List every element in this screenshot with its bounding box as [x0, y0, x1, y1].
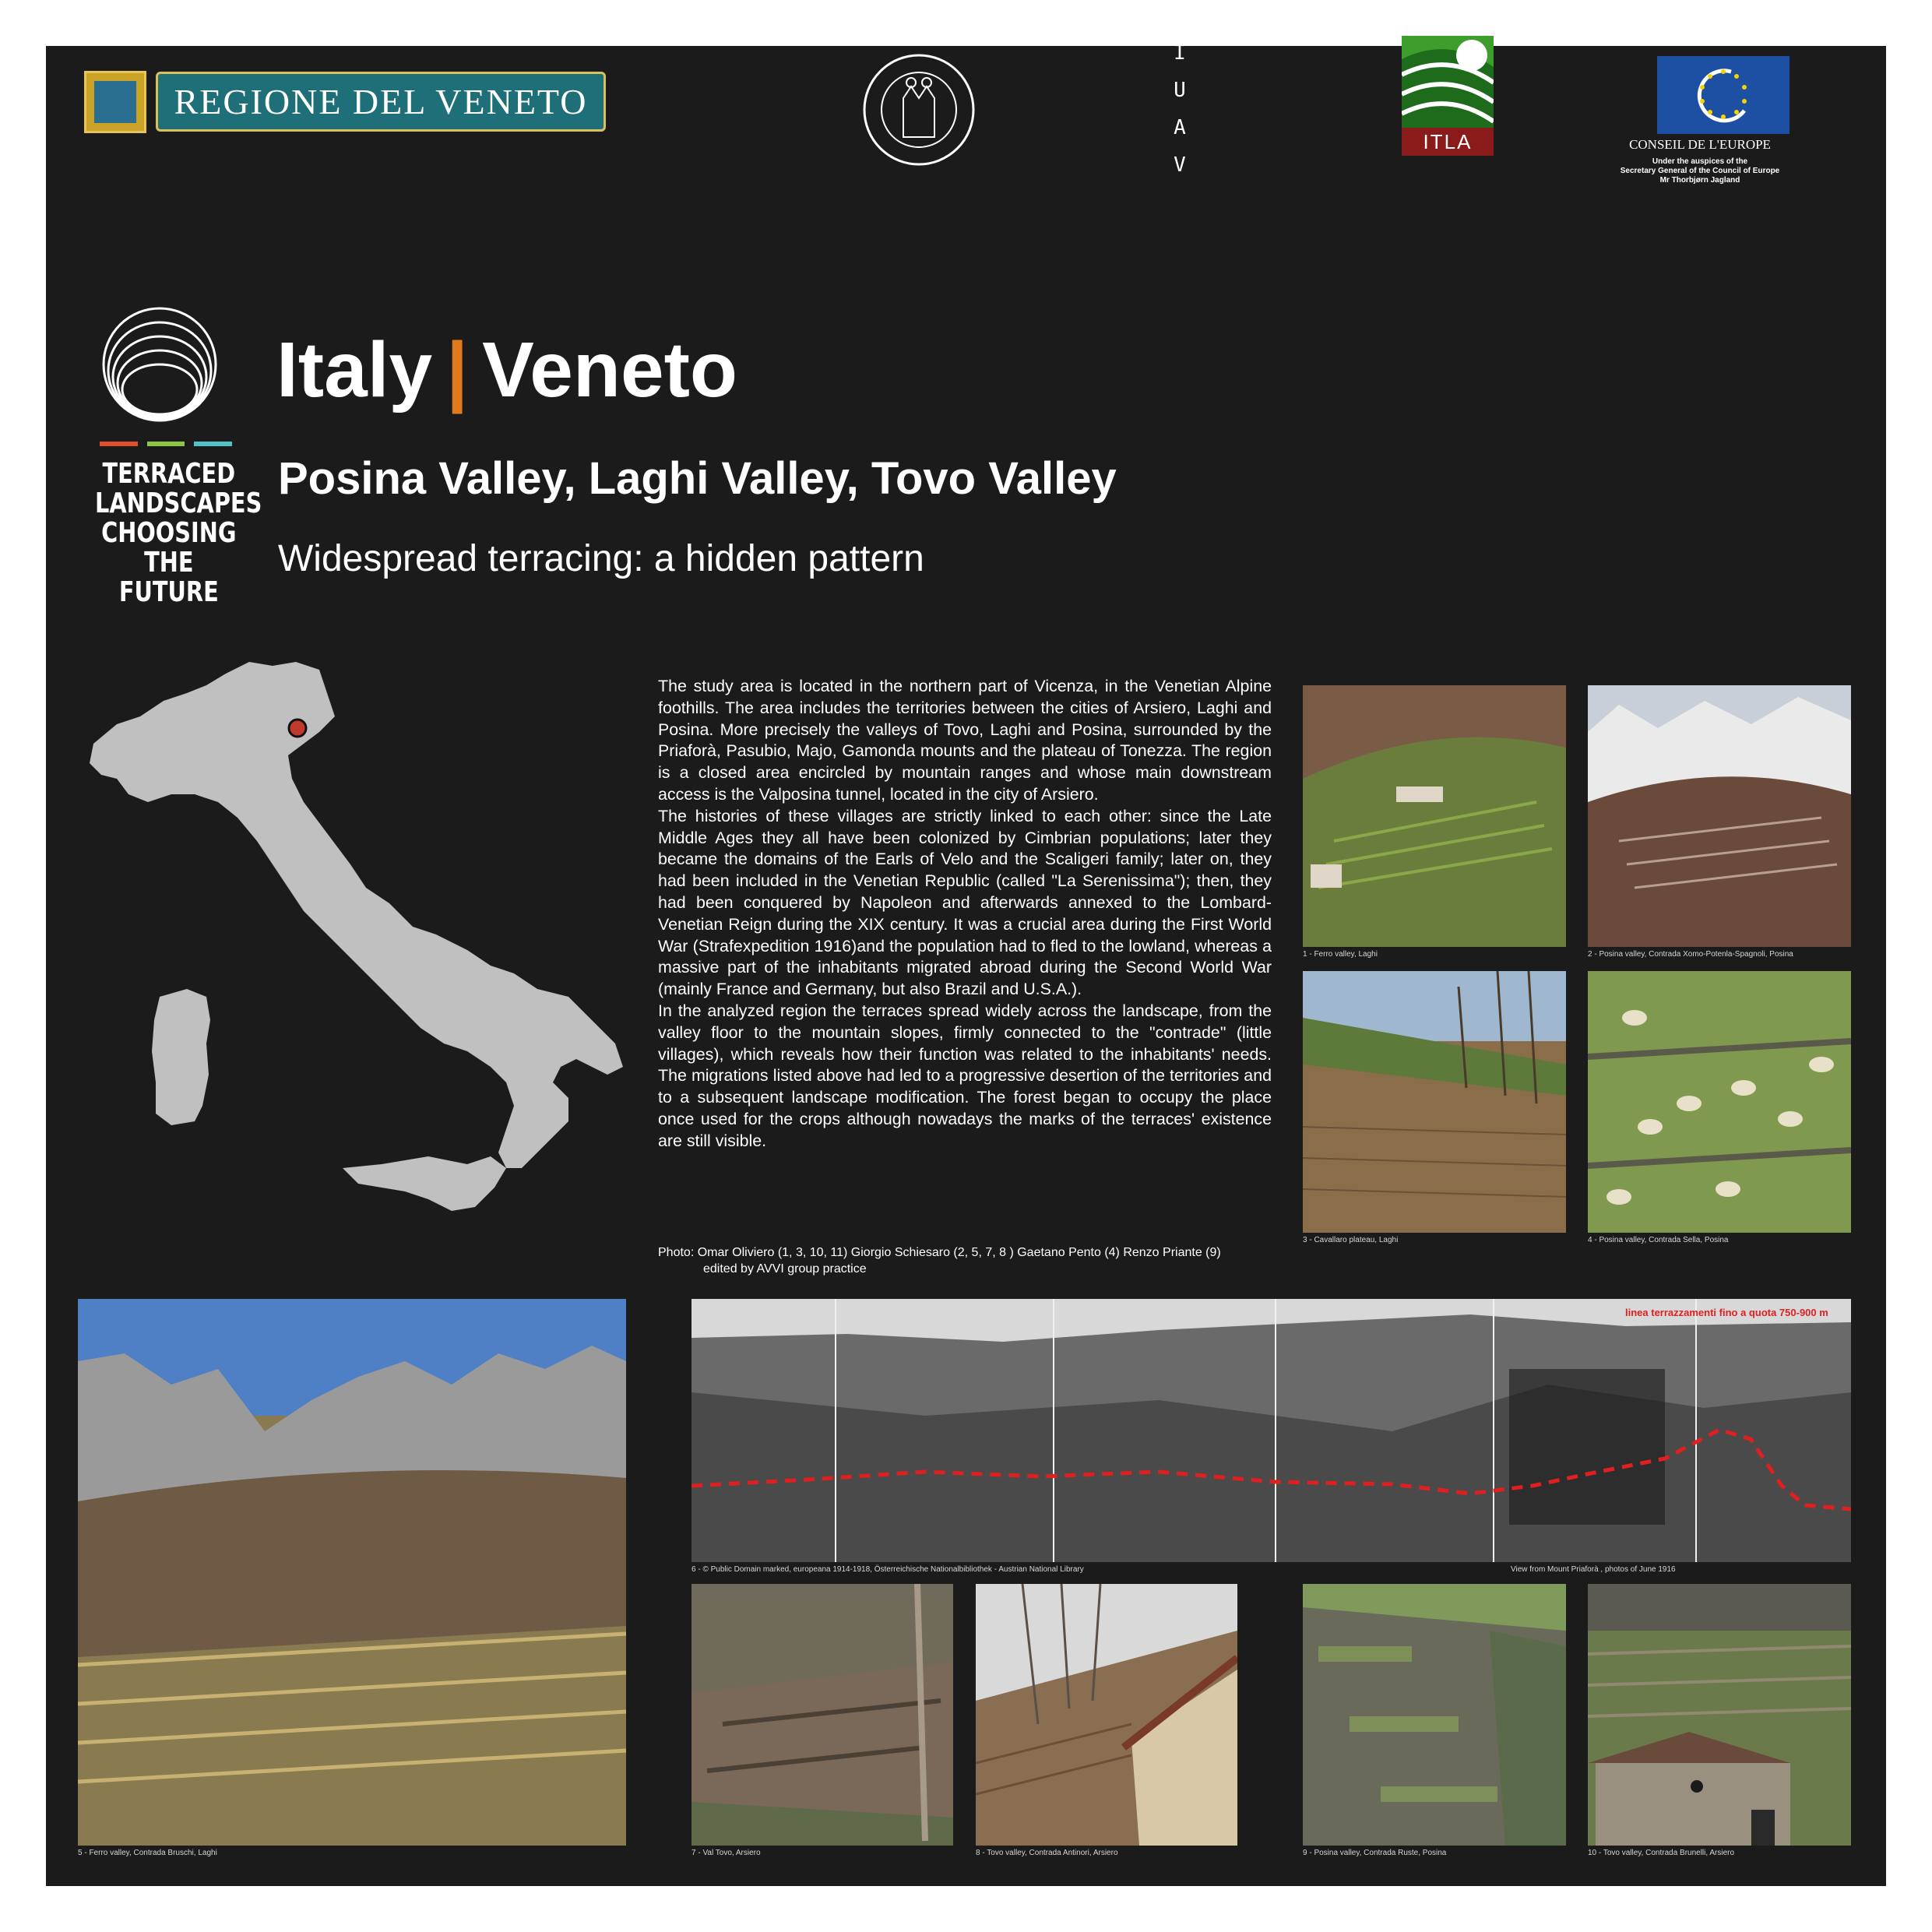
photo-caption: 1 - Ferro valley, Laghi — [1303, 950, 1378, 959]
photo-caption: View from Mount Priaforà , photos of June 1916 — [1511, 1565, 1676, 1574]
photo-caption: 4 - Posina valley, Contrada Sella, Posina — [1588, 1236, 1729, 1244]
coe-auspices-note — [1589, 157, 1811, 185]
credit-line: edited by AVVI group practice — [703, 1262, 867, 1276]
italy-map — [70, 607, 662, 1215]
photo-caption: 5 - Ferro valley, Contrada Bruschi, Laghi — [78, 1849, 217, 1857]
brand-line: LANDSCAPES — [95, 487, 262, 519]
sicily — [343, 1156, 506, 1211]
photo-historical-panorama — [692, 1299, 1851, 1562]
brand-color-bars — [100, 442, 232, 446]
brand-line: CHOOSING — [101, 517, 237, 549]
council-of-europe-logo-icon — [1657, 56, 1789, 134]
photo-credits — [658, 1244, 1273, 1277]
coe-title-fr: CONSEIL DE L'EUROPE — [1629, 137, 1771, 152]
photo-caption: 10 - Tovo valley, Contrada Brunelli, Arsiero — [1588, 1849, 1735, 1857]
brand-bar-cyan — [194, 442, 232, 446]
photo-val-tovo — [692, 1584, 953, 1846]
photo-cavallaro-plateau — [1303, 971, 1566, 1233]
sardinia — [152, 989, 210, 1125]
itla-label: ITLA — [1402, 128, 1494, 156]
coe-title-en: COUNCIL OF EUROPE — [1633, 34, 1767, 49]
photo-ferro-valley — [1303, 685, 1566, 947]
description-text — [658, 676, 1272, 1153]
photo-posina-valley-snow — [1588, 685, 1851, 947]
title-region: Veneto — [482, 326, 737, 413]
photo-caption: 2 - Posina valley, Contrada Xomo-Potenla-Spagnoli, Posina — [1588, 950, 1793, 959]
photo-caption: 6 - © Public Domain marked, europeana 1914-1918, Österreichische Nationalbibliothek - Austrian National Library — [692, 1565, 1084, 1574]
page-subtitle: Posina Valley, Laghi Valley, Tovo Valley — [278, 453, 1117, 504]
iuav-letter: A — [1174, 116, 1186, 139]
iuav-letter: I — [1174, 41, 1186, 65]
veneto-lion-icon — [84, 71, 146, 133]
coe-note-line: Under the auspices of the — [1652, 157, 1748, 166]
brand-line: THE FUTURE — [118, 547, 219, 608]
iuav-logo — [1164, 34, 1195, 177]
iuav-letter: U — [1174, 79, 1186, 102]
photo-tovo-brunelli — [1588, 1584, 1851, 1846]
photo-tovo-antinori — [976, 1584, 1237, 1846]
terraced-landscapes-rings-icon — [100, 304, 220, 424]
coe-note-line: Secretary General of the Council of Europe — [1620, 167, 1780, 175]
iuav-letter: V — [1174, 153, 1186, 177]
photo-caption: 3 - Cavallaro plateau, Laghi — [1303, 1236, 1399, 1244]
posina-location-marker-icon — [289, 720, 306, 737]
brand-line: TERRACED — [102, 458, 236, 490]
photo-caption: 7 - Val Tovo, Arsiero — [692, 1849, 761, 1857]
title-separator: | — [446, 326, 469, 413]
photo-caption: 9 - Posina valley, Contrada Ruste, Posina — [1303, 1849, 1447, 1857]
description-paragraph: In the analyzed region the terraces spread widely across the landscape, from the valley floor to the mountain slopes, firmly connected to the "contrade" (little villages), which reveals how their function was related to the inhabitants' needs. The migrations listed above had led to a progressive desertion of the territories and to a subsequent landscape modification. The forest began to occupy the place once used for the crops although nowadays the marks of the terraces' existence are still visible. — [658, 1001, 1272, 1150]
credit-line: Photo: Omar Oliviero (1, 3, 10, 11) Giorgio Schiesaro (2, 5, 7, 8 ) Gaetano Pento (4) Renzo Priante (9) — [658, 1246, 1221, 1259]
photo-posina-ruste — [1303, 1584, 1566, 1846]
coe-note-line: Mr Thorbjørn Jagland — [1659, 176, 1740, 185]
photo-caption: 8 - Tovo valley, Contrada Antinori, Arsiero — [976, 1849, 1118, 1857]
description-paragraph: The histories of these villages are strictly linked to each other: since the Late Middle Ages they all have been colonized by Cimbrian populations; later they became the domains of the Earls of Velo and the Scaligeri family; later on, they had been included in the Venetian Republic (called "La Serenissima"); then, they had been conquered by Napoleon and afterwards annexed to the Lombard-Venetian Reign during the XIX century. It was a crucial area during the First World War (Strafexpedition 1916)and the population had to fled to the lowland, whereas a massive part of the inhabitants migrated abroad during the Second World War (mainly France and Germany, but also Brazil and U.S.A.). — [658, 806, 1272, 999]
description-paragraph: The study area is located in the northern part of Vicenza, in the Venetian Alpine foothills. The area includes the territories between the cities of Arsiero, Laghi and Posina. More precisely the valleys of Tovo, Laghi and Posina, surrounded by the Priaforà, Pasubio, Majo, Gamonda mounts and the plateau of Tonezza. The region is a closed area encircled by mountain ranges and whose main downstream access is the Valposina tunnel, located in the city of Arsiero. — [658, 677, 1272, 804]
brand-bar-red — [100, 442, 138, 446]
itla-terraces-icon — [1402, 36, 1494, 128]
university-padova-seal-icon — [860, 51, 977, 168]
photo-ferro-valley-bruschi — [78, 1299, 626, 1846]
page-title — [276, 323, 737, 417]
brand-bar-green — [147, 442, 185, 446]
photo-posina-sheep — [1588, 971, 1851, 1233]
page-tagline: Widespread terracing: a hidden pattern — [278, 538, 924, 579]
title-country: Italy — [276, 326, 433, 413]
terraced-landscapes-wordmark — [95, 458, 262, 608]
terrace-line-label: linea terrazzamenti fino a quota 750-900 m — [1625, 1307, 1828, 1318]
regione-veneto-logo: REGIONE DEL VENETO — [156, 72, 606, 132]
